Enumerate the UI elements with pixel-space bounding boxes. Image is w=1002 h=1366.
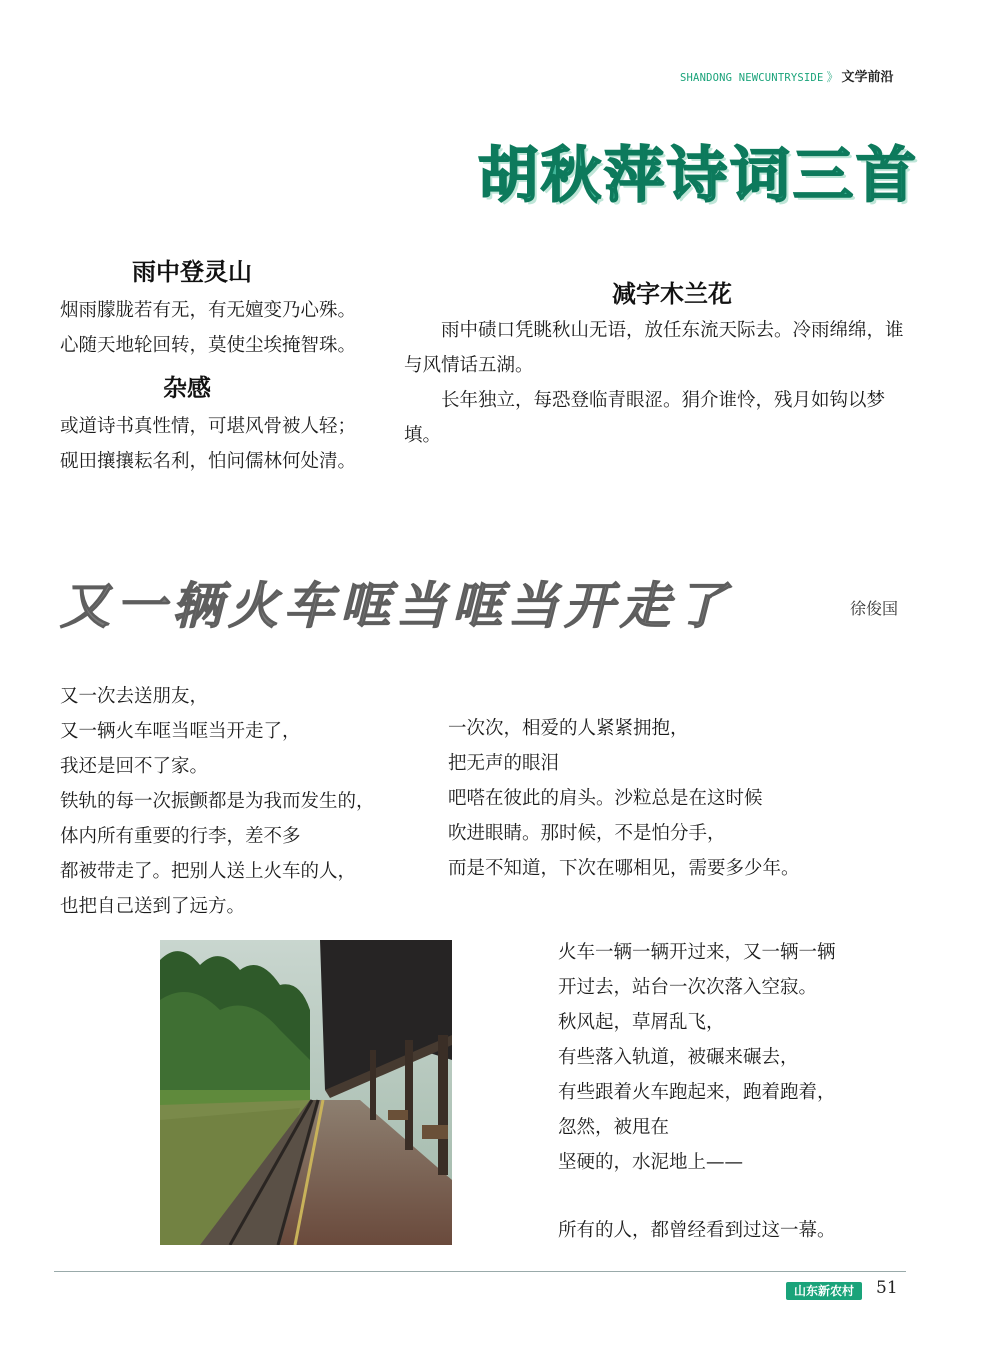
poem1-title: 雨中登灵山 (132, 258, 252, 286)
poem2-title: 杂感 (163, 374, 211, 402)
stanza1-line-3: 我还是回不了家。 (60, 756, 209, 777)
photo-illustration (160, 940, 452, 1245)
stanza3-line-7: 坚硬的，水泥地上—— (558, 1152, 744, 1173)
stanza2-line-2: 把无声的眼泪 (448, 753, 560, 774)
stanza1-line-2: 又一辆火车哐当哐当开走了， (60, 721, 301, 742)
stanza2-line-5: 而是不知道，下次在哪相见，需要多少年。 (448, 858, 800, 879)
poem1-line-2: 心随天地轮回转，莫使尘埃掩智珠。 (60, 335, 357, 356)
stanza2-line-3: 吧嗒在彼此的肩头。沙粒总是在这时候 (448, 788, 763, 809)
stanza3-line-6: 忽然，被甩在 (558, 1117, 670, 1138)
stanza3-line-5: 有些跟着火车跑起来，跑着跑着， (558, 1082, 836, 1103)
stanza3-line-4: 有些落入轨道，被碾来碾去， (558, 1047, 799, 1068)
magazine-name-en: SHANDONG NEWCUNTRYSIDE (680, 72, 824, 84)
article1-title: 胡秋萍诗词三首 (478, 141, 919, 211)
stanza3-line-1: 火车一辆一辆开过来，又一辆一辆 (558, 942, 836, 963)
railway-platform-photo (160, 940, 452, 1245)
footer-magazine-logo: 山东新农村 (786, 1282, 862, 1300)
article2-title: 又一辆火车哐当哐当开走了 (60, 577, 732, 635)
stanza1-line-1: 又一次去送朋友， (60, 686, 209, 707)
stanza3-line-3: 秋风起，草屑乱飞， (558, 1012, 725, 1033)
stanza1-line-6: 都被带走了。把别人送上火车的人， (60, 861, 357, 882)
stanza2-line-1: 一次次，相爱的人紧紧拥抱， (448, 718, 689, 739)
page-number: 51 (876, 1278, 898, 1298)
page-header (680, 66, 910, 86)
header-separator: 》 (826, 70, 839, 84)
article2-author: 徐俊国 (850, 599, 899, 618)
poem3-title: 减字木兰花 (612, 280, 732, 308)
stanza1-line-5: 体内所有重要的行李，差不多 (60, 826, 301, 847)
section-name: 文学前沿 (841, 70, 894, 85)
stanza1-line-7: 也把自己送到了远方。 (60, 896, 246, 917)
poem3-paragraph-1: 雨中碛口凭眺秋山无语，放任东流天际去。冷雨绵绵，谁与风情话五湖。 (404, 320, 904, 376)
stanza4-line-1: 所有的人，都曾经看到过这一幕。 (558, 1220, 836, 1241)
footer-rule (54, 1271, 906, 1272)
poem1-line-1: 烟雨朦胧若有无，有无嬗变乃心殊。 (60, 300, 357, 321)
stanza3-line-2: 开过去，站台一次次落入空寂。 (558, 977, 818, 998)
poem3-paragraph-2: 长年独立，每恐登临青眼涩。狷介谁怜，残月如钩以梦填。 (404, 390, 886, 446)
stanza2-line-4: 吹进眼睛。那时候，不是怕分手， (448, 823, 726, 844)
stanza1-line-4: 铁轨的每一次振颤都是为我而发生的， (60, 791, 375, 812)
poem2-line-2: 砚田攘攘耘名利，怕问儒林何处清。 (60, 451, 357, 472)
poem2-line-1: 或道诗书真性情，可堪风骨被人轻； (60, 416, 357, 437)
